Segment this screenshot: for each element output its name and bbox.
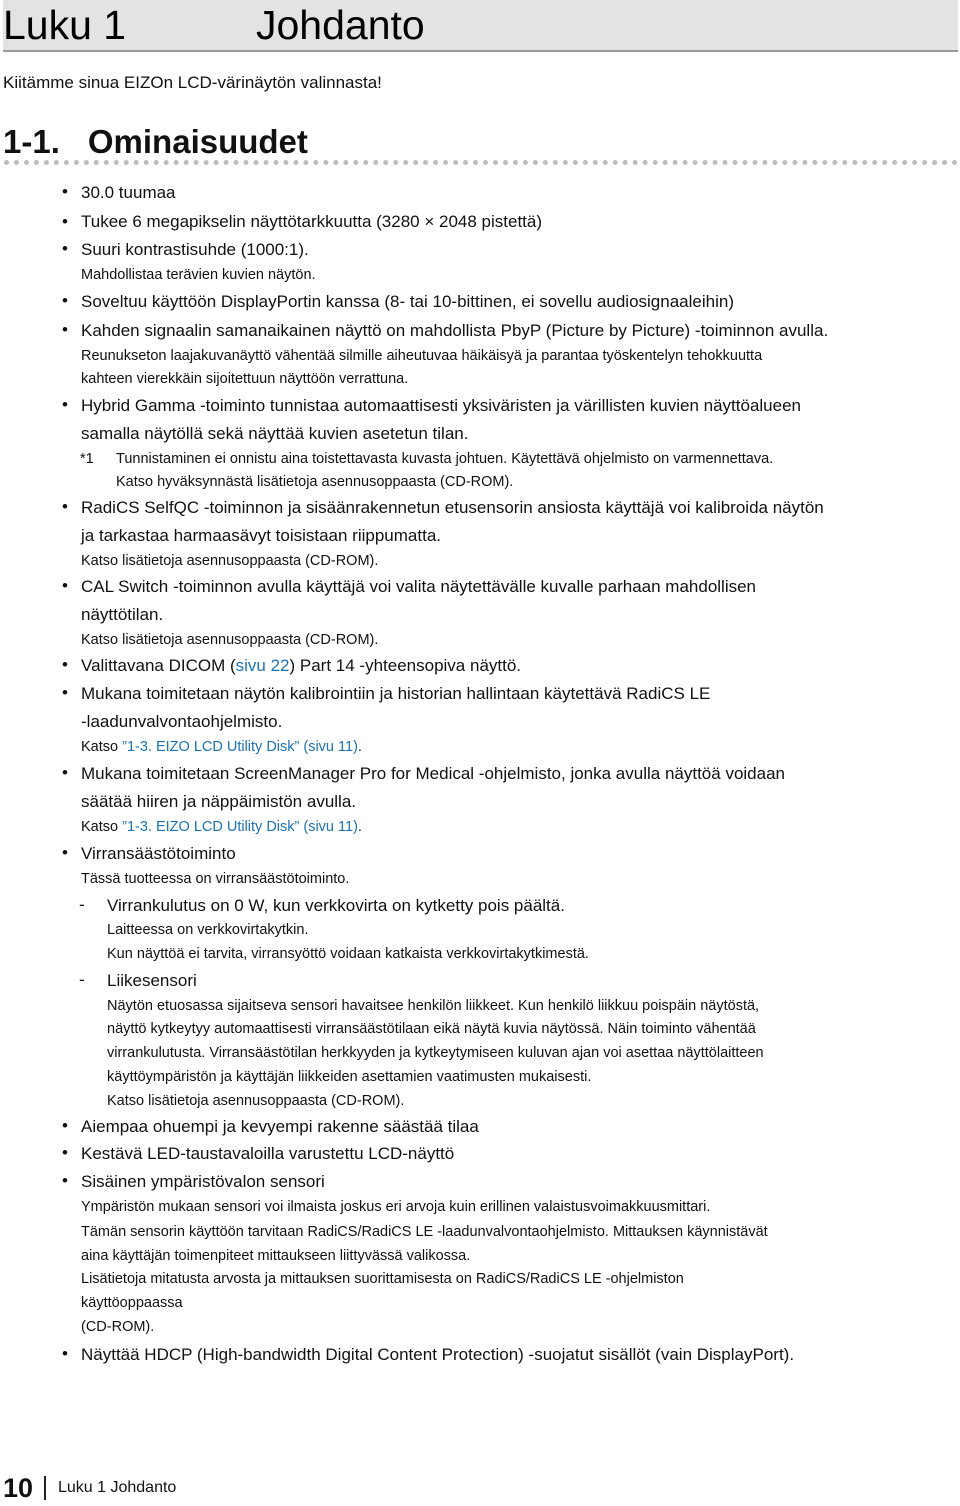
feature-contrast-note: Mahdollistaa terävien kuvien näytön. bbox=[81, 267, 316, 283]
see-label: Katso bbox=[81, 819, 123, 835]
footer-divider bbox=[44, 1476, 46, 1500]
page-22-link[interactable]: sivu 22 bbox=[235, 656, 290, 675]
period: . bbox=[357, 739, 362, 755]
feature-screenmanager: säätää hiiren ja näppäimistön avulla. bbox=[81, 792, 357, 811]
bullet-marker: • bbox=[62, 239, 68, 258]
bullet-marker: • bbox=[62, 1344, 68, 1363]
feature-hybrid-gamma: Hybrid Gamma -toiminto tunnistaa automaattisesti yksiväristen ja värillisten kuvien näyttöalueen bbox=[81, 396, 801, 415]
bullet-marker: • bbox=[62, 182, 68, 201]
intro-text: Kiitämme sinua EIZOn LCD-värinäytön valinnasta! bbox=[3, 73, 382, 92]
chapter-header bbox=[3, 0, 958, 52]
feature-slim-design: Aiempaa ohuempi ja kevyempi rakenne säästää tilaa bbox=[81, 1117, 479, 1136]
feature-led-backlight: Kestävä LED-taustavaloilla varustettu LCD-näyttö bbox=[81, 1144, 455, 1163]
feature-ambient-sensor: Sisäinen ympäristövalon sensori bbox=[81, 1172, 325, 1191]
bullet-marker: • bbox=[62, 497, 68, 516]
feature-selfqc: RadiCS SelfQC -toiminnon ja sisäänrakennetun etusensorin ansiosta käyttäjä voi kalibroida näytön bbox=[81, 498, 824, 517]
feature-dicom bbox=[81, 656, 521, 676]
bullet-marker: • bbox=[62, 843, 68, 862]
bullet-marker: • bbox=[62, 1143, 68, 1162]
ambient-sensor-note: Lisätietoja mitatusta arvosta ja mittauksen suorittamisesta on RadiCS/RadiCS LE -ohjelmiston bbox=[81, 1271, 684, 1287]
feature-hybrid-gamma: samalla näytöllä sekä näyttää kuvien asetetun tilan. bbox=[81, 424, 469, 443]
feature-cal-switch-note: Katso lisätietoja asennusoppaasta (CD-ROM). bbox=[81, 632, 379, 648]
feature-displayport: Soveltuu käyttöön DisplayPortin kanssa (8- tai 10-bittinen, ei sovellu audiosignaaleihin) bbox=[81, 292, 734, 311]
feature-screenmanager: Mukana toimitetaan ScreenManager Pro for Medical -ohjelmisto, jonka avulla näyttöä voidaan bbox=[81, 764, 785, 783]
section-title: Ominaisuudet bbox=[87, 123, 308, 160]
feature-cal-switch: CAL Switch -toiminnon avulla käyttäjä voi valita näytettävälle kuvalle parhaan mahdollisen bbox=[81, 577, 757, 596]
motion-sensor-note: käyttöympäristön ja käyttäjän liikkeiden asettamien vaatimusten mukaisesti. bbox=[107, 1069, 592, 1085]
feature-dicom-text: ) Part 14 -yhteensopiva näyttö. bbox=[289, 656, 522, 675]
ambient-sensor-note: Ympäristön mukaan sensori voi ilmaista joskus eri arvoja kuin erillinen valaistusvoimakkuusmittari. bbox=[81, 1199, 711, 1215]
dotted-divider bbox=[4, 160, 958, 165]
bullet-marker: • bbox=[62, 576, 68, 595]
footer-chapter: Luku 1 Johdanto bbox=[58, 1479, 177, 1496]
page-number: 10 bbox=[3, 1473, 34, 1503]
bullet-marker: • bbox=[62, 320, 68, 339]
feature-radics-le: Mukana toimitetaan näytön kalibrointiin ja historian hallintaan käytettävä RadiCS LE bbox=[81, 684, 711, 703]
section-heading bbox=[3, 121, 308, 163]
utility-disk-link[interactable]: ”1-3. EIZO LCD Utility Disk” (sivu 11) bbox=[122, 739, 358, 755]
feature-selfqc: ja tarkastaa harmaasävyt toisistaan riippumatta. bbox=[81, 526, 442, 545]
power-off-consumption: Virrankulutus on 0 W, kun verkkovirta on kytketty pois päältä. bbox=[107, 896, 565, 915]
feature-power-saving: Virransäästötoiminto bbox=[81, 844, 236, 863]
feature-hdcp: Näyttää HDCP (High-bandwidth Digital Content Protection) -suojatut sisällöt (vain DisplayPort). bbox=[81, 1345, 795, 1364]
feature-pbyp-note: Reunukseton laajakuvanäyttö vähentää silmille aiheutuvaa häikäisyä ja parantaa työskentelyn tehokkuutta bbox=[81, 348, 763, 364]
footnote-marker: *1 bbox=[80, 451, 94, 467]
feature-resolution: Tukee 6 megapikselin näyttötarkkuutta (3280 × 2048 pistettä) bbox=[81, 212, 543, 231]
section-number: 1-1. bbox=[3, 123, 60, 160]
dash-marker: - bbox=[79, 970, 85, 989]
bullet-marker: • bbox=[62, 683, 68, 702]
motion-sensor-note: Näytön etuosassa sijaitseva sensori havaitsee henkilön liikkeet. Kun henkilö liikkuu poispäin näytöstä, bbox=[107, 998, 760, 1014]
feature-screenmanager-note bbox=[81, 819, 362, 835]
bullet-marker: • bbox=[62, 1171, 68, 1190]
chapter-number: Luku 1 bbox=[3, 2, 127, 48]
bullet-marker: • bbox=[62, 212, 68, 231]
feature-contrast: Suuri kontrastisuhde (1000:1). bbox=[81, 240, 309, 259]
ambient-sensor-note: käyttöoppaassa bbox=[81, 1295, 183, 1311]
motion-sensor: Liikesensori bbox=[107, 971, 197, 990]
footnote-text: Katso hyväksynnästä lisätietoja asennusoppaasta (CD-ROM). bbox=[116, 474, 514, 490]
motion-sensor-note: Katso lisätietoja asennusoppaasta (CD-ROM). bbox=[107, 1093, 405, 1109]
feature-pbyp: Kahden signaalin samanaikainen näyttö on mahdollista PbyP (Picture by Picture) -toiminnon avulla. bbox=[81, 321, 829, 340]
feature-pbyp-note: kahteen vierekkäin sijoitettuun näyttöön verrattuna. bbox=[81, 371, 409, 387]
ambient-sensor-note: aina käyttäjän toimenpiteet mittaukseen liittyvässä valikossa. bbox=[81, 1248, 471, 1264]
feature-selfqc-note: Katso lisätietoja asennusoppaasta (CD-ROM). bbox=[81, 553, 379, 569]
period: . bbox=[357, 819, 362, 835]
motion-sensor-note: näyttö kytkeytyy automaattisesti virransäästötilaan eikä näytä kuvia näytössä. Näin toiminto vähentää bbox=[107, 1021, 756, 1037]
bullet-marker: • bbox=[62, 655, 68, 674]
chapter-title: Johdanto bbox=[256, 2, 425, 48]
feature-radics-le-note bbox=[81, 739, 362, 755]
dash-marker: - bbox=[79, 895, 85, 914]
bullet-marker: • bbox=[62, 291, 68, 310]
see-label: Katso bbox=[81, 739, 123, 755]
feature-dicom-text: Valittavana DICOM ( bbox=[81, 656, 236, 675]
ambient-sensor-note: (CD-ROM). bbox=[81, 1319, 155, 1335]
power-off-note: Laitteessa on verkkovirtakytkin. bbox=[107, 922, 309, 938]
feature-cal-switch: näyttötilan. bbox=[81, 605, 164, 624]
power-off-note: Kun näyttöä ei tarvita, virransyöttö voidaan katkaista verkkovirtakytkimestä. bbox=[107, 946, 589, 962]
motion-sensor-note: virrankulutusta. Virransäästötilan herkkyyden ja kytkeytymiseen kuluvan ajan voi asettaa näyttölaitteen bbox=[107, 1045, 764, 1061]
bullet-marker: • bbox=[62, 1116, 68, 1135]
utility-disk-link[interactable]: ”1-3. EIZO LCD Utility Disk” (sivu 11) bbox=[122, 819, 358, 835]
bullet-marker: • bbox=[62, 395, 68, 414]
feature-screen-size: 30.0 tuumaa bbox=[81, 183, 176, 202]
feature-radics-le: -laadunvalvontaohjelmisto. bbox=[81, 712, 283, 731]
footnote-text: Tunnistaminen ei onnistu aina toistettavasta kuvasta johtuen. Käytettävä ohjelmisto on varmennettava. bbox=[116, 451, 774, 467]
bullet-marker: • bbox=[62, 763, 68, 782]
feature-power-saving-note: Tässä tuotteessa on virransäästötoiminto. bbox=[81, 871, 350, 887]
ambient-sensor-note: Tämän sensorin käyttöön tarvitaan RadiCS/RadiCS LE -laadunvalvontaohjelmisto. Mittauksen käynnistävät bbox=[81, 1224, 768, 1240]
